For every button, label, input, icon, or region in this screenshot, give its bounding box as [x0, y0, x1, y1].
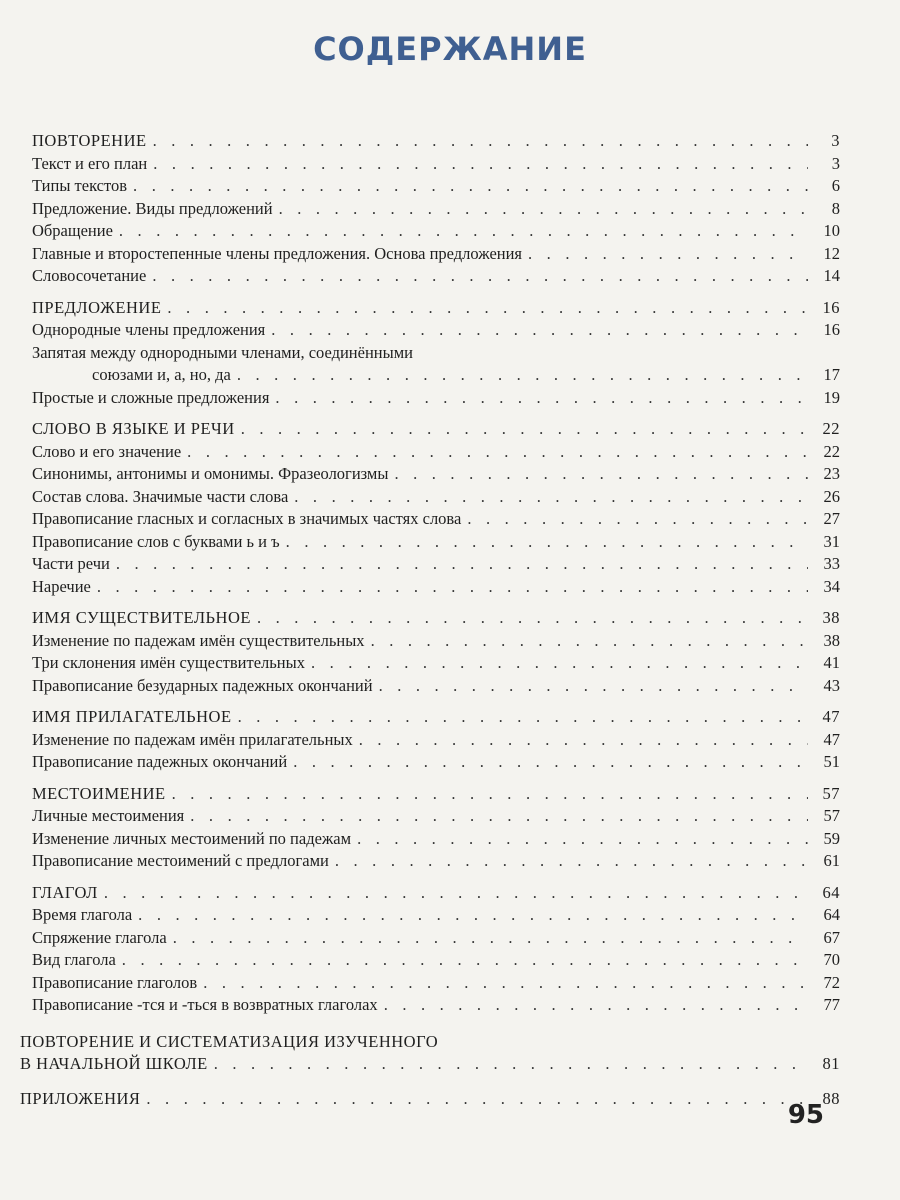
toc-page-number: 22 — [823, 441, 840, 461]
toc-page-number: 64 — [823, 905, 840, 924]
toc-page-number: 88 — [822, 1088, 840, 1108]
toc-page-number: 38 — [823, 630, 840, 650]
toc-page-number: 6 — [831, 176, 840, 195]
toc-page-number: 81 — [822, 1054, 840, 1073]
table-of-contents — [20, 130, 840, 1110]
toc-page-number: 51 — [823, 752, 840, 771]
toc-page-number: 16 — [823, 320, 840, 339]
toc-section-heading[interactable]: СЛОВО В ЯЗЫКЕ И РЕЧИ . . . 22 — [32, 418, 840, 441]
toc-section-heading[interactable]: ИМЯ ПРИЛАГАТЕЛЬНОЕ . . . 47 — [32, 706, 840, 729]
toc-page-number: 57 — [822, 783, 840, 803]
toc-page-number: 70 — [823, 950, 840, 969]
toc-entry[interactable]: Правописание -тся и -ться в возвратных глаголах . . . 77 — [32, 994, 840, 1017]
toc-page-number: 31 — [823, 531, 840, 551]
toc-section-heading[interactable]: ПРЕДЛОЖЕНИЕ . . . 16 — [32, 297, 840, 320]
toc-page-number: 17 — [823, 365, 840, 384]
toc-page-number: 64 — [822, 882, 840, 902]
toc-entry[interactable]: Изменение по падежам имён существительных . . . 38 — [32, 630, 840, 653]
toc-entry[interactable]: Время глагола . . . 64 — [32, 904, 840, 927]
toc-entry[interactable]: Наречие . . . 34 — [32, 576, 840, 599]
toc-page-number: 16 — [822, 297, 840, 317]
toc-section-heading-continuation[interactable]: В НАЧАЛЬНОЙ ШКОЛЕ . . . 81 — [20, 1053, 840, 1076]
toc-entry[interactable]: Синонимы, антонимы и омонимы. Фразеологизмы . . . 23 — [32, 463, 840, 486]
toc-page-number: 47 — [823, 729, 840, 749]
toc-entry[interactable]: Части речи . . . 33 — [32, 553, 840, 576]
toc-section-heading-first-line: ПОВТОРЕНИЕ И СИСТЕМАТИЗАЦИЯ ИЗУЧЕННОГО — [20, 1031, 439, 1051]
toc-entry[interactable]: Главные и второстепенные члены предложения. Основа предложения . . . 12 — [32, 243, 840, 266]
toc-entry[interactable]: Три склонения имён существительных . . . 41 — [32, 652, 840, 675]
toc-page-number: 26 — [823, 486, 840, 506]
toc-page-number: 72 — [823, 972, 840, 992]
toc-page-number: 23 — [823, 464, 840, 483]
toc-section-heading[interactable]: ПОВТОРЕНИЕ . . . 3 — [32, 130, 840, 153]
toc-entry[interactable]: Изменение по падежам имён прилагательных . . . 47 — [32, 729, 840, 752]
toc-entry[interactable]: Правописание падежных окончаний . . . 51 — [32, 751, 840, 774]
page-number: 95 — [787, 1100, 824, 1130]
toc-page-number: 10 — [823, 221, 840, 240]
toc-section-heading[interactable]: ПРИЛОЖЕНИЯ . . . 88 — [20, 1088, 840, 1111]
toc-section-heading[interactable]: ГЛАГОЛ . . . 64 — [32, 882, 840, 905]
toc-entry[interactable]: Правописание местоимений с предлогами . . . 61 — [32, 850, 840, 873]
toc-page-number: 77 — [823, 995, 840, 1014]
toc-entry-first-line: Запятая между однородными членами, соединёнными — [32, 342, 413, 362]
toc-page-number: 8 — [831, 198, 840, 218]
toc-page-number: 61 — [823, 851, 840, 870]
toc-page-number: 19 — [823, 387, 840, 407]
toc-entry[interactable]: Текст и его план . . . 3 — [32, 153, 840, 176]
toc-page-number: 57 — [823, 806, 840, 825]
toc-page-number: 34 — [823, 576, 840, 596]
toc-entry[interactable]: Предложение. Виды предложений . . . 8 — [32, 198, 840, 221]
toc-section-heading[interactable]: ИМЯ СУЩЕСТВИТЕЛЬНОЕ . . . 38 — [32, 607, 840, 630]
toc-entry[interactable]: Правописание безударных падежных окончаний . . . 43 — [32, 675, 840, 698]
toc-page-number: 3 — [831, 131, 840, 150]
toc-entry[interactable]: Правописание глаголов . . . 72 — [32, 972, 840, 995]
toc-page-number: 33 — [823, 554, 840, 573]
toc-entry[interactable]: Личные местоимения . . . 57 — [32, 805, 840, 828]
toc-entry[interactable]: Спряжение глагола . . . 67 — [32, 927, 840, 950]
toc-entry[interactable]: Обращение . . . 10 — [32, 220, 840, 243]
toc-page-number: 3 — [831, 153, 840, 173]
toc-page-number: 12 — [823, 243, 840, 263]
toc-entry[interactable]: Состав слова. Значимые части слова . . . 26 — [32, 486, 840, 509]
toc-entry[interactable]: Типы текстов . . . 6 — [32, 175, 840, 198]
toc-entry[interactable]: Изменение личных местоимений по падежам . . . 59 — [32, 828, 840, 851]
toc-section-heading[interactable]: МЕСТОИМЕНИЕ . . . 57 — [32, 783, 840, 806]
toc-page-number: 14 — [823, 266, 840, 285]
toc-page-number: 22 — [822, 419, 840, 438]
toc-page-number: 38 — [822, 608, 840, 627]
toc-page-number: 41 — [823, 653, 840, 672]
toc-entry[interactable]: Простые и сложные предложения . . . 19 — [32, 387, 840, 410]
toc-entry-continuation[interactable]: союзами и, а, но, да . . . 17 — [32, 364, 840, 387]
toc-page-number: 47 — [822, 707, 840, 726]
toc-page-number: 43 — [823, 675, 840, 695]
toc-page-number: 67 — [823, 927, 840, 947]
toc-page-number: 59 — [823, 828, 840, 848]
page-title: СОДЕРЖАНИЕ — [313, 30, 587, 68]
toc-entry[interactable]: Вид глагола . . . 70 — [32, 949, 840, 972]
toc-entry[interactable]: Словосочетание . . . 14 — [32, 265, 840, 288]
toc-entry[interactable]: Слово и его значение . . . 22 — [32, 441, 840, 464]
toc-page-number: 27 — [823, 509, 840, 528]
toc-entry[interactable]: Правописание слов с буквами ь и ъ . . . 31 — [32, 531, 840, 554]
toc-entry[interactable]: Правописание гласных и согласных в значимых частях слова . . . 27 — [32, 508, 840, 531]
toc-entry[interactable]: Однородные члены предложения . . . 16 — [32, 319, 840, 342]
